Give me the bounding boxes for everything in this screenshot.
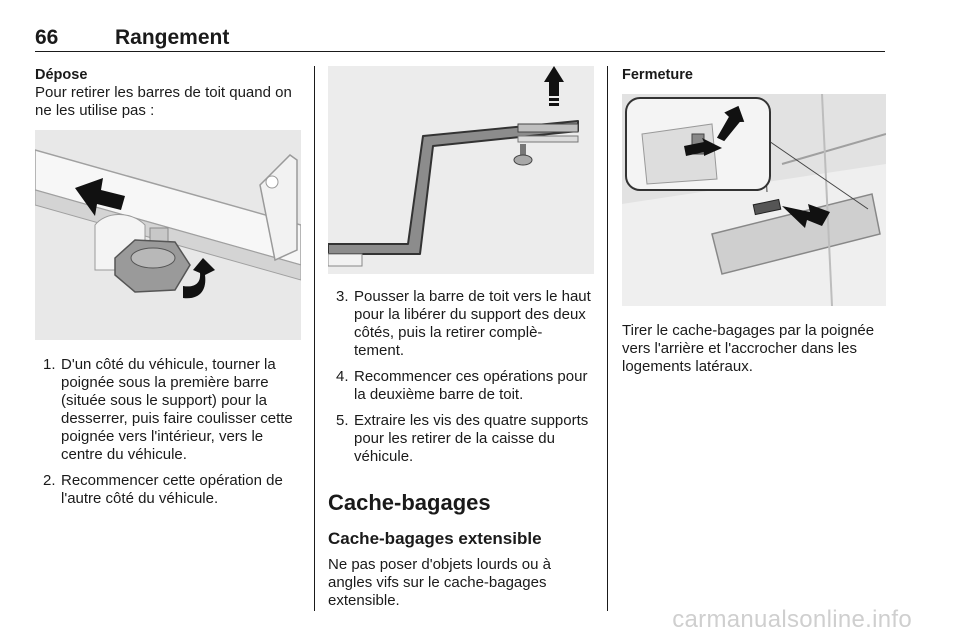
roof-bar-handle-illustration — [35, 130, 301, 340]
page-number: 66 — [35, 26, 59, 49]
removal-steps-continued — [328, 288, 594, 466]
luggage-cover-illustration — [622, 94, 886, 306]
subsection-title: Cache-bagages extensible — [328, 529, 542, 548]
watermark: carmanualsonline.info — [672, 606, 912, 633]
removal-intro: Pour retirer les barres de toit quand on ne les utilise pas : — [35, 84, 292, 119]
page-header — [35, 26, 885, 50]
closing-heading: Fermeture — [622, 67, 693, 83]
column-closing — [622, 66, 886, 376]
column-removal — [35, 66, 301, 516]
removal-heading: Dépose — [35, 67, 88, 83]
removal-steps — [35, 356, 301, 508]
column-removal-continued — [328, 66, 594, 610]
roof-bar-lift-illustration — [328, 66, 594, 274]
closing-instruction: Tirer le cache-bagages par la poignée vers l'arrière et l'accrocher dans les logements latéraux. — [622, 322, 875, 375]
column-divider-1 — [314, 66, 315, 611]
list-item: 3. Pousser la barre de toit vers le haut pour la libérer du support des deux côtés, puis la retirer complè- tement. — [336, 288, 591, 359]
page-title: Rangement — [115, 26, 230, 49]
list-item: 5. Extraire les vis des quatre supports pour les retirer de la caisse du véhicule. — [336, 412, 589, 465]
cover-warning-text: Ne pas poser d'objets lourds ou à angles vifs sur le cache-bagages extensible. — [328, 556, 552, 609]
list-item: 4. Recommencer ces opérations pour la deuxième barre de toit. — [336, 368, 588, 403]
list-item: 1. D'un côté du véhicule, tourner la poignée sous la première barre (située sous le support) pour la desserrer, puis faire coulisser cette poignée vers l'intérieur, vers le centre du véhicule. — [43, 356, 293, 463]
header-divider — [35, 51, 885, 52]
section-title: Cache-bagages — [328, 490, 491, 515]
list-item: 2. Recommencer cette opération de l'autre côté du véhicule. — [43, 472, 283, 507]
column-divider-2 — [607, 66, 608, 611]
